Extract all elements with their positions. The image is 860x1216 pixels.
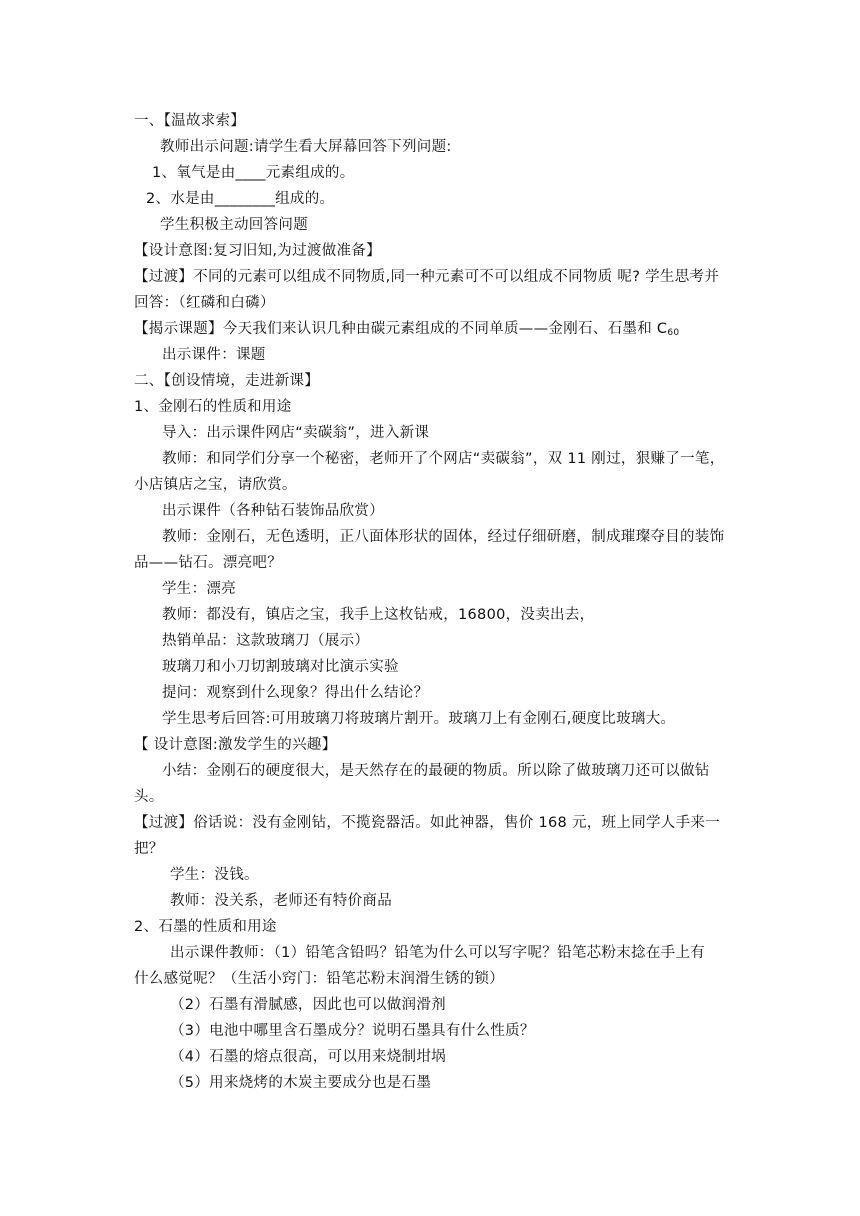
question-line: 1、氧气是由____元素组成的。 [152,165,355,181]
paragraph-line: 教师出示问题:请学生看大屏幕回答下列问题: [160,139,452,155]
paragraph-line: 出示课件（各种钻石装饰品欣赏） [162,503,384,519]
paragraph-line: 导入：出示课件网店“卖碳翁”，进入新课 [162,425,430,441]
paragraph-line: 什么感觉呢？（生活小窍门：铅笔芯粉末润滑生锈的锁） [134,971,504,987]
design-intent-line: 【设计意图:复习旧知,为过渡做准备】 [134,243,381,259]
design-intent-line: 【 设计意图:激发学生的兴趣】 [134,737,337,753]
list-item: （2）石墨有滑腻感，因此也可以做润滑剂 [170,997,446,1013]
paragraph-line: 教师：都没有，镇店之宝，我手上这枚钻戒，16800，没卖出去， [162,607,595,623]
paragraph-line: 学生思考后回答:可用玻璃刀将玻璃片割开。玻璃刀上有金刚石,硬度比玻璃大。 [162,711,676,727]
section-heading: 一、【温故求索】 [134,113,246,129]
list-item: （3）电池中哪里含石墨成分？说明石墨具有什么性质？ [170,1023,535,1039]
paragraph-line: 教师：没关系，老师还有特价商品 [170,893,392,909]
paragraph-line: 头。 [134,789,164,805]
subsection-heading: 1、金刚石的性质和用途 [134,399,292,415]
subsection-heading: 2、石墨的性质和用途 [134,919,277,935]
paragraph-line: 教师：金刚石，无色透明，正八面体形状的固体，经过仔细研磨，制成璀璨夺目的装饰 [162,529,725,545]
paragraph-line: 品——钻石。漂亮吧？ [134,555,282,571]
topic-text: 【揭示课题】今天我们来认识几种由碳元素组成的不同单质——金刚石、石墨和 C [134,321,668,337]
list-item: （5）用来烧烤的木炭主要成分也是石墨 [170,1075,432,1091]
paragraph-line: 学生积极主动回答问题 [160,217,308,233]
paragraph-line: 热销单品：这款玻璃刀（展示） [162,633,370,649]
paragraph-line: 玻璃刀和小刀切割玻璃对比演示实验 [162,659,399,675]
transition-line: 【过渡】不同的元素可以组成不同物质,同一种元素可不可以组成不同物质 呢? 学生思考并 [134,269,720,285]
paragraph-line: 小结：金刚石的硬度很大，是天然存在的最硬的物质。所以除了做玻璃刀还可以做钻 [162,763,710,779]
paragraph-line: 学生：漂亮 [162,581,236,597]
paragraph-line: 出示课件教师：（1）铅笔含铅吗？铅笔为什么可以写字呢？铅笔芯粉末捻在手上有 [170,945,706,961]
section-heading: 二、【创设情境，走进新课】 [134,373,320,389]
transition-line: 【过渡】俗话说：没有金刚钻，不揽瓷器活。如此神器，售价 168 元，班上同学人手来一 [134,815,720,831]
paragraph-line: 把？ [134,841,164,857]
paragraph-line: 出示课件：课题 [162,347,266,363]
paragraph-line: 回答：（红磷和白磷） [134,295,275,311]
paragraph-line: 学生：没钱。 [170,867,259,883]
paragraph-line: 教师：和同学们分享一个秘密，老师开了个网店“卖碳翁”，双 11 刚过，狠赚了一笔， [162,451,725,467]
topic-line [134,319,679,343]
paragraph-line: 小店镇店之宝，请欣赏。 [134,477,297,493]
list-item: （4）石墨的熔点很高，可以用来烧制坩埚 [170,1049,446,1065]
question-line: 2、水是由________组成的。 [146,191,335,207]
paragraph-line: 提问：观察到什么现象？得出什么结论？ [162,685,429,701]
c60-subscript: 60 [667,328,680,338]
